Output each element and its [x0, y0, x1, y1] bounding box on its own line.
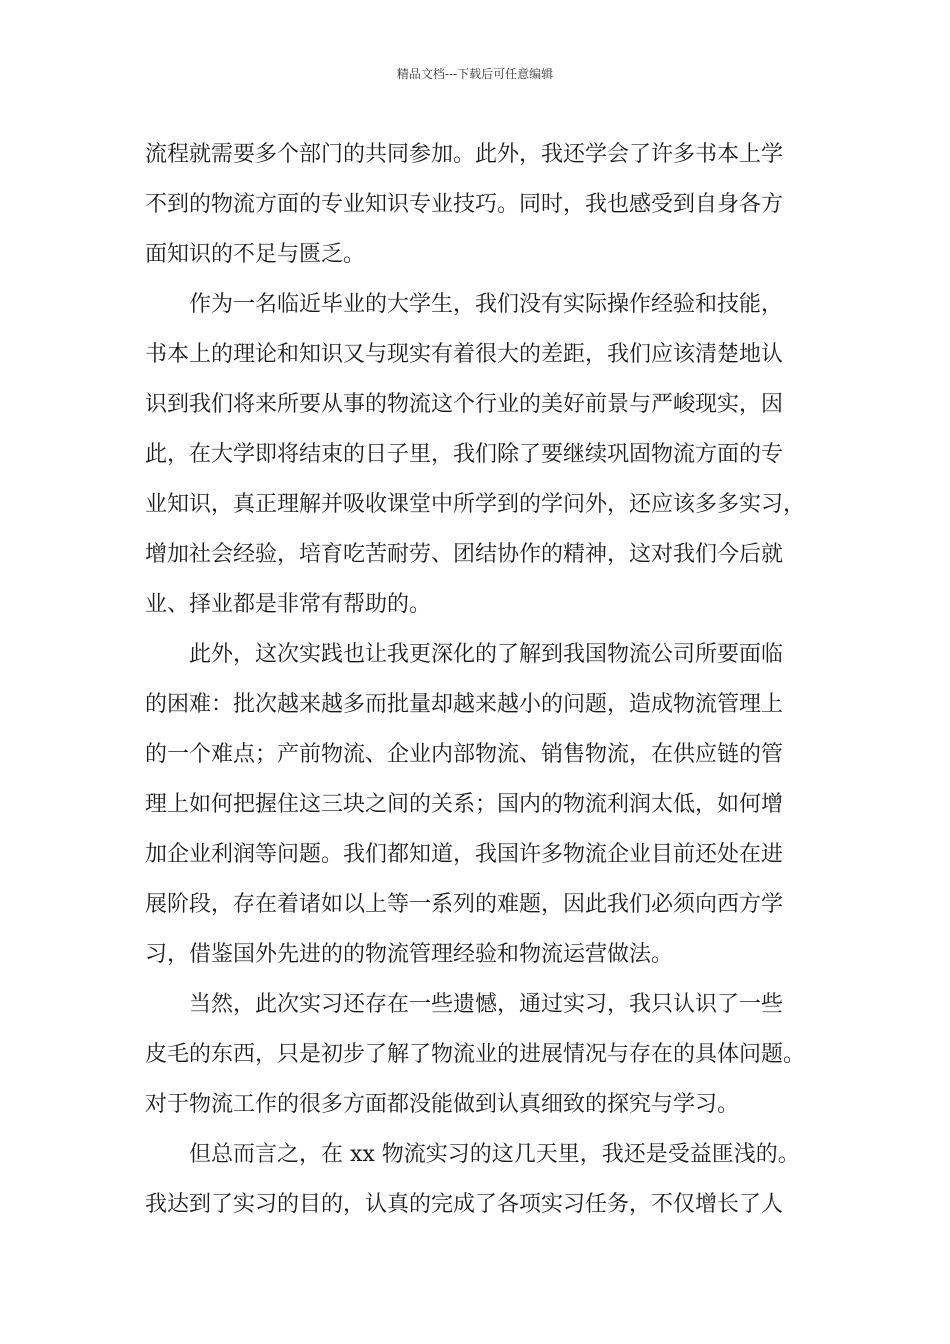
text-line: 的困难：批次越来越多而批量却越来越小的问题，造成物流管理上: [145, 692, 784, 717]
text-line: 习，借鉴国外先进的的物流管理经验和物流运营做法。: [145, 942, 674, 967]
paragraph-start-line: 但总而言之，在 xx 物流实习的这几天里，我还是受益匪浅的。: [189, 1142, 800, 1167]
text-line: 展阶段，存在着诸如以上等一系列的难题，因此我们必须向西方学: [145, 892, 784, 917]
page-header: 精品文档---下载后可任意编辑: [396, 67, 554, 81]
text-line: 对于物流工作的很多方面都没能做到认真细致的探究与学习。: [145, 1092, 740, 1117]
text-line: 业、择业都是非常有帮助的。: [145, 592, 432, 617]
text-line: 此，在大学即将结束的日子里，我们除了要继续巩固物流方面的专: [145, 442, 784, 467]
text-line: 增加社会经验，培育吃苦耐劳、团结协作的精神，这对我们今后就: [145, 542, 784, 567]
text-line: 皮毛的东西，只是初步了解了物流业的进展情况与存在的具体问题。: [145, 1042, 806, 1067]
text-line: 流程就需要多个部门的共同参加。此外，我还学会了许多书本上学: [145, 142, 784, 167]
text-line: 书本上的理论和知识又与现实有着很大的差距，我们应该清楚地认: [145, 342, 784, 367]
paragraph-start-line: 此外，这次实践也让我更深化的了解到我国物流公司所要面临: [189, 642, 784, 667]
text-line: 不到的物流方面的专业知识专业技巧。同时，我也感受到自身各方: [145, 192, 784, 217]
text-line: 面知识的不足与匮乏。: [145, 242, 366, 267]
text-line: 业知识，真正理解并吸收课堂中所学到的学问外，还应该多多实习，: [145, 492, 806, 517]
text-line: 加企业利润等问题。我们都知道，我国许多物流企业目前还处在进: [145, 842, 784, 867]
text-line: 理上如何把握住这三块之间的关系；国内的物流利润太低，如何增: [145, 792, 784, 817]
text-line: 的一个难点；产前物流、企业内部物流、销售物流，在供应链的管: [145, 742, 784, 767]
text-line: 识到我们将来所要从事的物流这个行业的美好前景与严峻现实，因: [145, 392, 784, 417]
paragraph-start-line: 当然，此次实习还存在一些遗憾，通过实习，我只认识了一些: [189, 992, 784, 1017]
document-body: [145, 130, 820, 1230]
text-line: 我达到了实习的目的，认真的完成了各项实习任务，不仅增长了人: [145, 1192, 784, 1217]
paragraph-start-line: 作为一名临近毕业的大学生，我们没有实际操作经验和技能，: [189, 292, 784, 317]
